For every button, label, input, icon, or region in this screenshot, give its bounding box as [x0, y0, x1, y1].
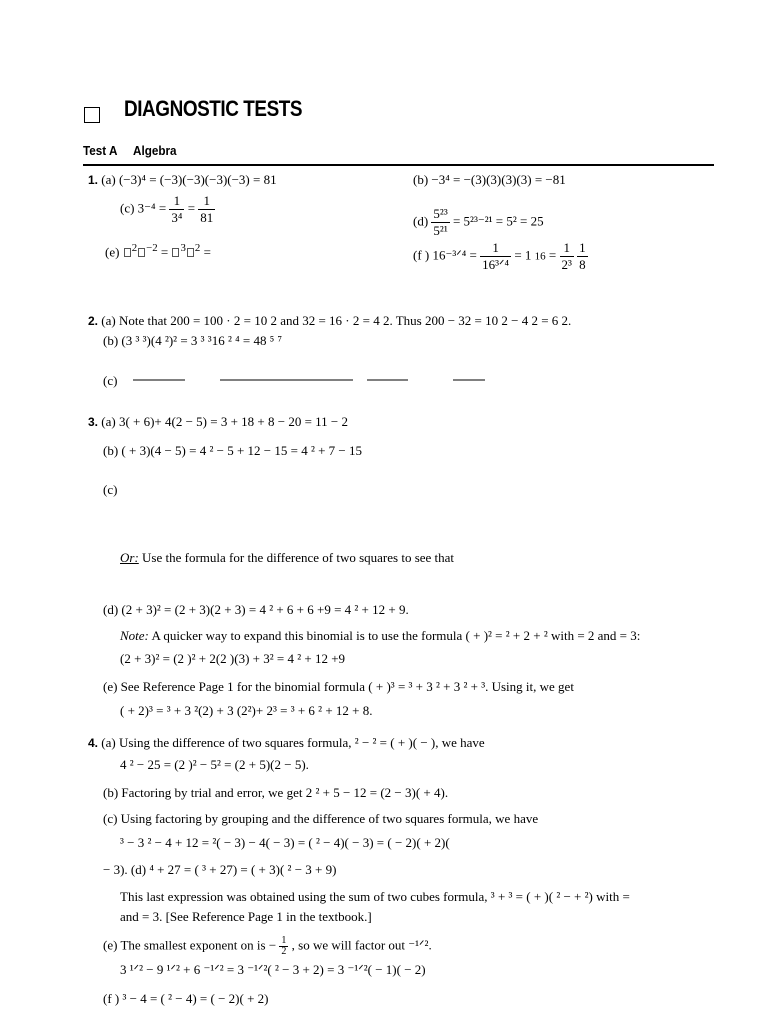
header-rule [83, 164, 714, 166]
missing-glyph-icon [187, 248, 194, 257]
problem-number: 3. [88, 415, 99, 429]
denominator: 2³ [561, 257, 572, 272]
numerator: 1 [480, 240, 511, 257]
line-3c-label: (c) [103, 482, 118, 497]
line-4b: (b) Factoring by trial and error, we get 2 ² + 5 − 12 = (2 − 3)( + 4). [103, 785, 449, 800]
line-4d2: and = 3. [See Reference Page 1 in the textbook.] [120, 909, 372, 924]
problem-number: 4. [88, 736, 99, 750]
numerator: 1 [281, 935, 287, 946]
test-topic: Algebra [133, 143, 177, 158]
problem-1 [88, 172, 277, 188]
line-4e-text: (e) The smallest exponent on is − [103, 937, 277, 953]
numerator: 1 [198, 193, 215, 210]
line-4c2: ³ − 3 ² − 4 + 12 = ²( − 3) − 4( − 3) = ( ² − 4)( − 3) = ( − 2)( + 2)( [120, 835, 450, 850]
denominator: 2 [281, 946, 287, 957]
line-2a: (a) Note that 200 = 100 · 2 = 10 2 and 32 = 16 · 2 = 4 2. Thus 200 − 32 = 10 2 − 4 2 = 6 2. [101, 313, 572, 328]
problem-number: 1. [88, 173, 99, 187]
line-1d-rest: = 5²³⁻²¹ = 5² = 25 [452, 213, 544, 229]
line-1b: (b) −3⁴ = −(3)(3)(3)(3) = −81 [413, 172, 566, 187]
line-1e-label: (e) [105, 244, 120, 260]
fraction [480, 240, 511, 273]
fraction [198, 193, 215, 226]
numerator: 5²³ [433, 206, 448, 221]
line-2c-expression [125, 360, 505, 400]
checkbox-icon [84, 107, 100, 123]
line-3a: (a) 3( + 6)+ 4(2 − 5) = 3 + 18 + 8 − 20 = 11 − 2 [101, 414, 349, 429]
line-4f: (f ) ³ − 4 = ( ² − 4) = ( − 2)( + 2) [103, 991, 269, 1006]
line-1c [120, 193, 215, 226]
problem-2 [88, 313, 571, 329]
note-label: Note: [120, 628, 149, 643]
fraction [560, 240, 574, 273]
numerator: 1 [560, 240, 574, 257]
equals: = [548, 247, 557, 263]
line-4e2: 3 ¹ᐟ² − 9 ¹ᐟ² + 6 ⁻¹ᐟ² = 3 ⁻¹ᐟ²( ² − 3 + 2) = 3 ⁻¹ᐟ²( − 1)( − 2) [120, 962, 426, 977]
line-4d: This last expression was obtained using the sum of two cubes formula, ³ + ³ = ( + )( ² − + ²) with = [120, 889, 630, 904]
line-1d-label: (d) [413, 213, 429, 229]
page-title: DIAGNOSTIC TESTS [124, 96, 303, 121]
line-1d [413, 206, 544, 239]
line-3-note2: (2 + 3)² = (2 )² + 2(2 )(3) + 3² = 4 ² + 12 +9 [120, 651, 346, 666]
line-3-note [120, 628, 640, 644]
line-2b: (b) (3 ³ ³)(4 ²)² = 3 ³ ³16 ² ⁴ = 48 ⁵ ⁷ [103, 333, 283, 348]
line-1c-label: (c) 3⁻⁴ = [120, 200, 167, 216]
fraction [431, 206, 449, 239]
fraction [577, 240, 588, 273]
line-1e: (e) $^2$ $^{-2}$ = $^3$ $^2$ = [105, 242, 211, 260]
test-label: Test A [83, 143, 118, 158]
line-1f [413, 240, 588, 273]
line-3d: (d) (2 + 3)² = (2 + 3)(2 + 3) = 4 ² + 6 + 6 +9 = 4 ² + 12 + 9. [103, 602, 409, 617]
line-4c3: − 3). (d) ⁴ + 27 = ( ³ + 27) = ( + 3)( ² − 3 + 9) [103, 862, 337, 877]
problem-3 [88, 414, 348, 430]
missing-glyph-icon [172, 248, 179, 257]
line-1a: (a) (−3)⁴ = (−3)(−3)(−3)(−3) = 81 [101, 172, 277, 187]
equals: = [187, 200, 196, 216]
fraction [169, 193, 184, 226]
numerator: 1 [579, 240, 586, 255]
line-4e [103, 936, 432, 957]
missing-glyph-icon [124, 248, 131, 257]
equals: = [514, 247, 522, 263]
numerator: 1 [524, 247, 532, 263]
line-3b: (b) ( + 3)(4 − 5) = 4 ² − 5 + 12 − 15 = 4 ² + 7 − 15 [103, 443, 363, 458]
numerator: 1 [169, 193, 184, 210]
line-3-or [120, 550, 454, 566]
denominator: 5²¹ [433, 223, 448, 238]
line-4a: (a) Using the difference of two squares formula, ² − ² = ( + )( − ), we have [101, 735, 485, 750]
line-3e2: ( + 2)³ = ³ + 3 ²(2) + 3 (2²)+ 2³ = ³ + 6 ² + 12 + 8. [120, 703, 373, 718]
line-4e-rest: , so we will factor out ⁻¹ᐟ². [291, 937, 432, 953]
missing-glyph-icon [138, 248, 145, 257]
problem-number: 2. [88, 314, 99, 328]
fraction [279, 936, 288, 957]
problem-4 [88, 735, 485, 751]
denominator: 3⁴ [171, 210, 183, 225]
note-text: A quicker way to expand this binomial is to use the formula ( + )² = ² + 2 + ² with = 2 and = 3: [151, 628, 641, 643]
denominator: 8 [579, 257, 586, 272]
denominator: 16³ᐟ⁴ [482, 257, 510, 272]
line-1f-label: (f ) 16⁻³ᐟ⁴ = [413, 247, 477, 263]
line-2c-label: (c) [103, 373, 118, 388]
denominator: 81 [200, 210, 214, 225]
line-4c: (c) Using factoring by grouping and the difference of two squares formula, we have [103, 811, 539, 826]
or-text: Use the formula for the difference of two squares to see that [142, 550, 455, 565]
line-4a2: 4 ² − 25 = (2 )² − 5² = (2 + 5)(2 − 5). [120, 757, 309, 772]
line-3c [103, 482, 117, 498]
line-3e: (e) See Reference Page 1 for the binomial formula ( + )³ = ³ + 3 ² + 3 ² + ³. Using it, we get [103, 679, 574, 694]
sqrt-radicand: 16 [534, 250, 546, 263]
line-2c [103, 373, 117, 389]
or-label: Or: [120, 550, 139, 565]
